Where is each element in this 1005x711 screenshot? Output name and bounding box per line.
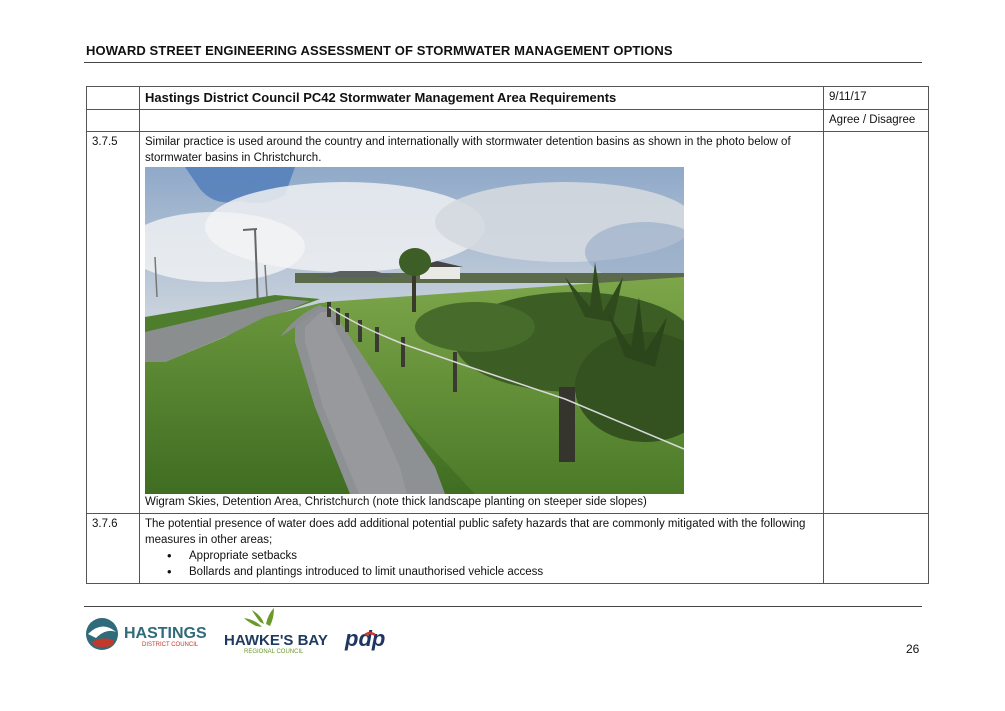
- hastings-logo: [86, 618, 207, 650]
- hastings-logo-text: HASTINGS: [124, 625, 207, 642]
- hawkes-bay-logo: [224, 608, 328, 655]
- table-row: [87, 132, 929, 514]
- footer-logos: [84, 608, 414, 656]
- hawkes-bay-logo-subtext: REGIONAL COUNCIL: [244, 649, 304, 655]
- date-cell: 9/11/17: [824, 87, 929, 110]
- row-number: 3.7.6: [87, 514, 140, 584]
- list-item: • Appropriate setbacks: [189, 548, 818, 564]
- pdp-logo-text: pdp: [345, 626, 386, 651]
- hastings-logo-subtext: DISTRICT COUNCIL: [142, 642, 199, 648]
- page-number: 26: [906, 642, 920, 656]
- empty-cell: [87, 110, 140, 132]
- list-item: • Bollards and plantings introduced to limit unauthorised vehicle access: [189, 564, 818, 580]
- table-title-row: [87, 87, 929, 110]
- agree-cell: [824, 514, 929, 584]
- measures-list: [145, 548, 818, 580]
- row-text: Similar practice is used around the country and internationally with stormwater detention basins as shown in the photo below of stormwater basins in Christchurch.: [145, 136, 791, 164]
- agree-cell: [824, 132, 929, 514]
- document-header-title: HOWARD STREET ENGINEERING ASSESSMENT OF STORMWATER MANAGEMENT OPTIONS: [86, 43, 673, 58]
- table-title: Hastings District Council PC42 Stormwater Management Area Requirements: [140, 87, 824, 110]
- row-number: 3.7.5: [87, 132, 140, 514]
- empty-num-cell: [87, 87, 140, 110]
- agree-disagree-label: Agree / Disagree: [824, 110, 929, 132]
- photo-caption: Wigram Skies, Detention Area, Christchurch (note thick landscape planting on steeper side slopes): [145, 496, 647, 508]
- detention-basin-photo: [145, 167, 684, 494]
- row-content: [140, 132, 824, 514]
- row-text: The potential presence of water does add additional potential public safety hazards that are commonly mitigated with the following measures in other areas;: [145, 518, 806, 546]
- requirements-table: [86, 86, 929, 584]
- footer-rule: [84, 606, 922, 607]
- table-row: [87, 514, 929, 584]
- header-rule: [84, 62, 922, 63]
- empty-cell: [140, 110, 824, 132]
- table-subheader-row: [87, 110, 929, 132]
- pdp-logo: [344, 626, 385, 651]
- row-content: [140, 514, 824, 584]
- hawkes-bay-logo-text: HAWKE'S BAY: [224, 632, 328, 649]
